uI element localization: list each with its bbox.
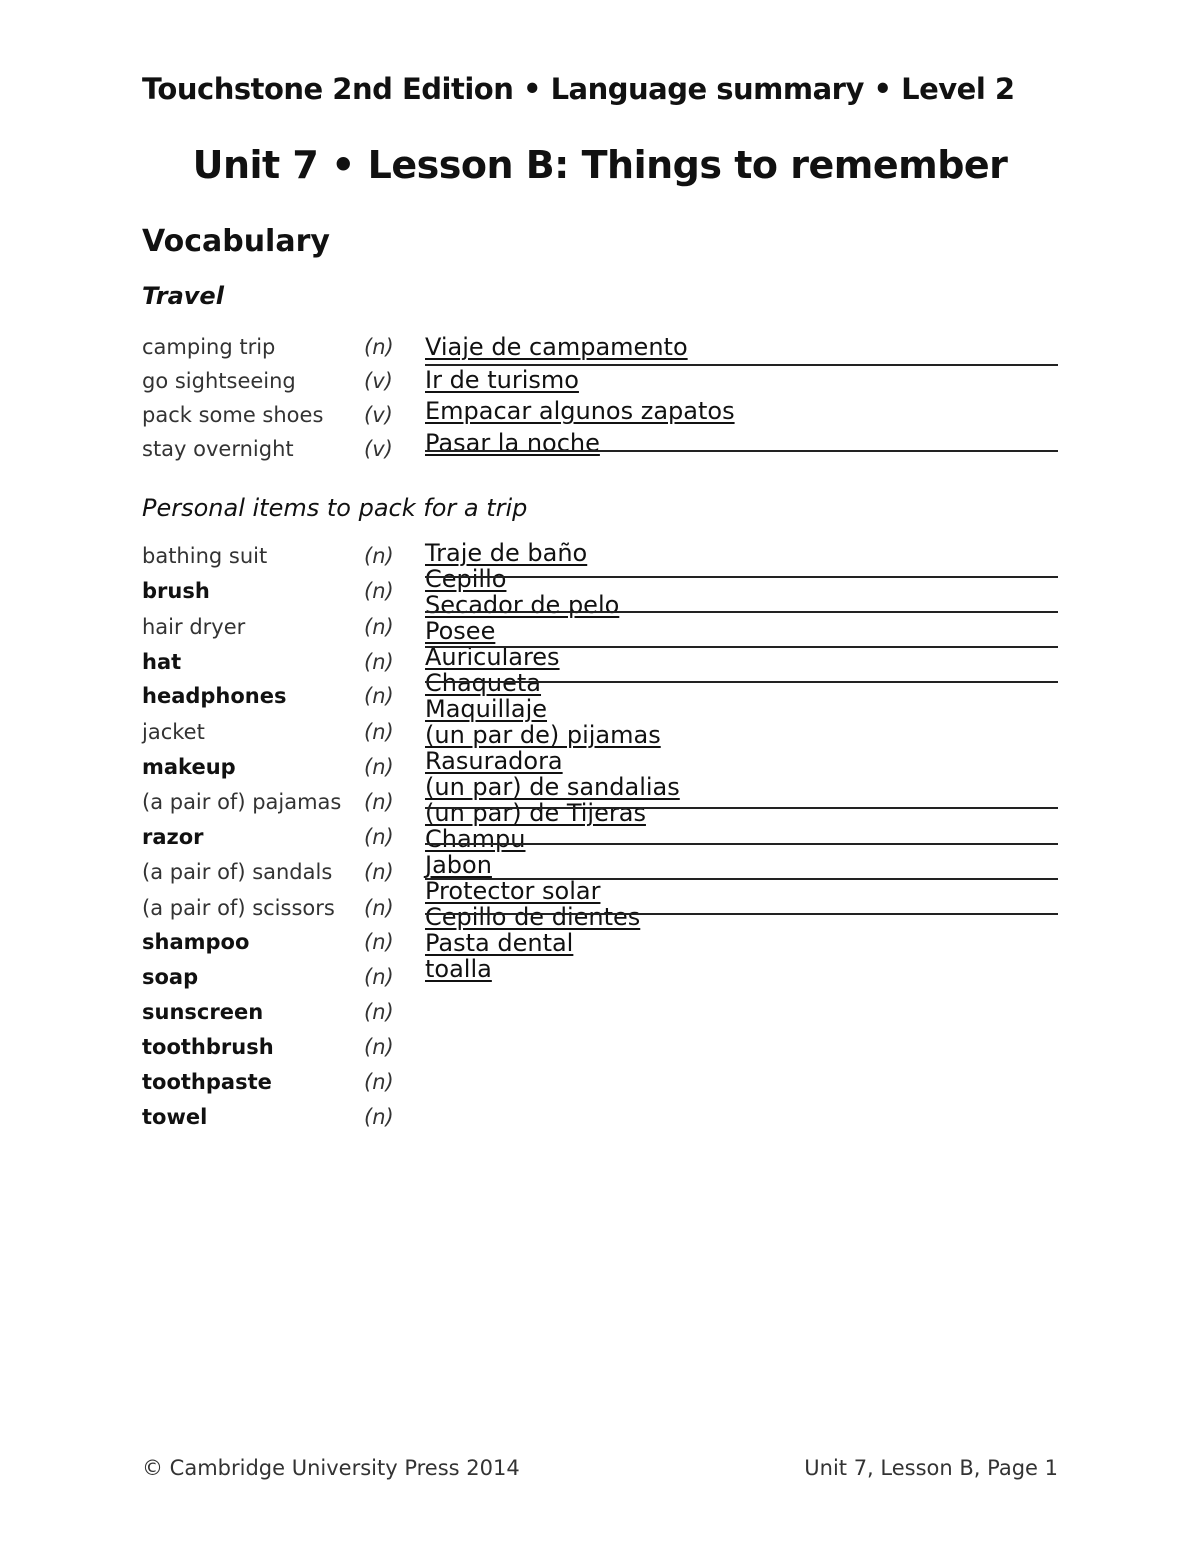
answer-line bbox=[425, 878, 1058, 880]
travel-term: go sightseeing bbox=[142, 369, 296, 393]
item-term: soap bbox=[142, 965, 199, 989]
item-pos: (n) bbox=[364, 544, 394, 568]
item-term: jacket bbox=[142, 720, 205, 744]
answer-line bbox=[425, 681, 1058, 683]
item-term: towel bbox=[142, 1105, 208, 1129]
item-pos: (n) bbox=[364, 930, 394, 954]
item-pos: (n) bbox=[364, 615, 394, 639]
personal-items-heading: Personal items to pack for a trip bbox=[142, 494, 528, 522]
travel-term: camping trip bbox=[142, 335, 276, 359]
travel-translation: Ir de turismo bbox=[425, 366, 579, 394]
item-translation: (un par) de Tijeras bbox=[425, 799, 646, 827]
page-number: Unit 7, Lesson B, Page 1 bbox=[804, 1456, 1058, 1480]
item-term: (a pair of) sandals bbox=[142, 860, 333, 884]
item-term: makeup bbox=[142, 755, 236, 779]
answer-line bbox=[425, 576, 1058, 578]
item-term: brush bbox=[142, 579, 210, 603]
travel-translation: Viaje de campamento bbox=[425, 333, 688, 361]
item-term: headphones bbox=[142, 684, 287, 708]
item-translation: (un par de) pijamas bbox=[425, 721, 661, 749]
item-pos: (n) bbox=[364, 790, 394, 814]
item-term: razor bbox=[142, 825, 204, 849]
item-translation: (un par) de sandalias bbox=[425, 773, 680, 801]
item-term: shampoo bbox=[142, 930, 250, 954]
item-term: sunscreen bbox=[142, 1000, 264, 1024]
item-translation: Rasuradora bbox=[425, 747, 563, 775]
travel-translation: Pasar la noche bbox=[425, 429, 600, 457]
series-header: Touchstone 2nd Edition • Language summary • Level 2 bbox=[142, 72, 1015, 106]
item-pos: (n) bbox=[364, 684, 394, 708]
travel-pos: (v) bbox=[364, 437, 393, 461]
answer-line bbox=[425, 450, 1058, 452]
travel-pos: (n) bbox=[364, 335, 394, 359]
answer-line bbox=[425, 913, 1058, 915]
item-translation: Posee bbox=[425, 617, 496, 645]
answer-line bbox=[425, 611, 1058, 613]
item-translation: Cepillo bbox=[425, 565, 507, 593]
item-pos: (n) bbox=[364, 1070, 394, 1094]
item-pos: (n) bbox=[364, 1035, 394, 1059]
item-term: bathing suit bbox=[142, 544, 268, 568]
item-pos: (n) bbox=[364, 579, 394, 603]
travel-translation: Empacar algunos zapatos bbox=[425, 397, 735, 425]
item-pos: (n) bbox=[364, 825, 394, 849]
unit-title: Unit 7 • Lesson B: Things to remember bbox=[192, 143, 1008, 187]
item-translation: Maquillaje bbox=[425, 695, 548, 723]
travel-term: pack some shoes bbox=[142, 403, 324, 427]
item-pos: (n) bbox=[364, 896, 394, 920]
item-pos: (n) bbox=[364, 755, 394, 779]
item-term: hair dryer bbox=[142, 615, 246, 639]
travel-pos: (v) bbox=[364, 369, 393, 393]
item-translation: Traje de baño bbox=[425, 539, 588, 567]
answer-line bbox=[425, 843, 1058, 845]
item-term: (a pair of) scissors bbox=[142, 896, 335, 920]
item-translation: Auriculares bbox=[425, 643, 560, 671]
vocabulary-heading: Vocabulary bbox=[142, 224, 330, 259]
answer-line bbox=[425, 646, 1058, 648]
item-term: toothpaste bbox=[142, 1070, 272, 1094]
item-term: (a pair of) pajamas bbox=[142, 790, 342, 814]
item-translation: Chaqueta bbox=[425, 669, 542, 697]
item-pos: (n) bbox=[364, 965, 394, 989]
item-term: hat bbox=[142, 650, 182, 674]
item-translation: Protector solar bbox=[425, 877, 601, 905]
travel-heading: Travel bbox=[142, 282, 224, 310]
copyright-footer: © Cambridge University Press 2014 bbox=[142, 1456, 520, 1480]
travel-pos: (v) bbox=[364, 403, 393, 427]
item-term: toothbrush bbox=[142, 1035, 274, 1059]
item-translation: toalla bbox=[425, 955, 492, 983]
item-translation: Secador de pelo bbox=[425, 591, 620, 619]
item-translation: Pasta dental bbox=[425, 929, 574, 957]
item-pos: (n) bbox=[364, 1000, 394, 1024]
item-pos: (n) bbox=[364, 720, 394, 744]
item-translation: Champu bbox=[425, 825, 526, 853]
answer-line bbox=[425, 364, 1058, 366]
item-pos: (n) bbox=[364, 1105, 394, 1129]
item-pos: (n) bbox=[364, 650, 394, 674]
answer-line bbox=[425, 807, 1058, 809]
travel-term: stay overnight bbox=[142, 437, 294, 461]
item-pos: (n) bbox=[364, 860, 394, 884]
item-translation: Jabon bbox=[425, 851, 492, 879]
item-translation: Cepillo de dientes bbox=[425, 903, 641, 931]
